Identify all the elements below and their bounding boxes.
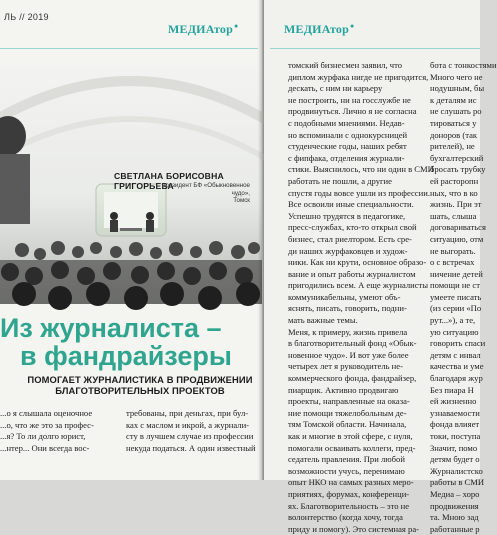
body-line: томский бизнесмен заявил, что bbox=[288, 60, 403, 70]
body-line: Значит, помо bbox=[430, 442, 478, 453]
body-line: ках с маслом и икрой, а журнали- bbox=[126, 419, 250, 430]
body-line: некуда податься. А один известный bbox=[126, 442, 256, 453]
body-line: Все освоили иные специальности. bbox=[288, 199, 414, 210]
body-line: ных, что в ко bbox=[430, 187, 478, 198]
article-headline bbox=[0, 314, 232, 370]
body-line: четырех лет я руководитель не- bbox=[288, 361, 403, 372]
body-line: коммерческого фонда, фандрайзер, bbox=[288, 373, 417, 384]
body-line: о с встречах bbox=[430, 257, 475, 268]
body-line: стики. Выяснилось, что ни один в СМИ bbox=[288, 164, 434, 175]
body-line: пиарщик. Активно продвигаю bbox=[288, 384, 399, 395]
body-line: ую ситуацию bbox=[430, 326, 479, 337]
body-line: та. Мною зад bbox=[430, 512, 479, 523]
portrait-role-line: президент БФ «Обыкновенное чудо», bbox=[161, 182, 250, 197]
body-line: ...о я слышала оценочное bbox=[0, 408, 93, 418]
body-line: ...я? То ли долго юрист, bbox=[0, 431, 86, 442]
body-line: нодушным, бы bbox=[430, 83, 485, 94]
body-line: ничение детей bbox=[430, 268, 483, 279]
body-line: опыт НКО на самых разных меро- bbox=[288, 477, 414, 488]
body-line: работы в СМИ bbox=[430, 477, 485, 488]
body-line: помощи не ст bbox=[430, 280, 480, 291]
body-line: коммуникабельны, умеют объ- bbox=[288, 291, 401, 302]
portrait-name: СВЕТЛАНА БОРИСОВНА ГРИГОРЬЕВА bbox=[114, 171, 224, 191]
body-line: приятиях, форумах, конференци- bbox=[288, 488, 410, 499]
body-line: яснять, писать, говорить, подни- bbox=[288, 303, 407, 314]
body-line: спустя годы вовсе ушли из профессии. bbox=[288, 187, 430, 198]
body-line: ей жизненно bbox=[430, 396, 477, 407]
body-line: продвижения bbox=[430, 500, 479, 511]
body-line: рителей), не bbox=[430, 141, 475, 152]
body-line: студенческие годы, наших ребят bbox=[288, 141, 407, 152]
body-line: токи, поступа bbox=[430, 431, 481, 441]
logo-text: МЕДИАтор bbox=[284, 22, 349, 36]
body-line: ...о, что же это за профес- bbox=[0, 419, 94, 430]
body-column-edge bbox=[430, 60, 497, 535]
body-line: Журналистско bbox=[430, 465, 483, 476]
body-column-1 bbox=[0, 408, 118, 454]
body-line: не выгорать. bbox=[430, 245, 476, 256]
subheadline-line: БЛАГОТВОРИТЕЛЬНЫХ ПРОЕКТОВ bbox=[55, 385, 225, 396]
headline-line: в фандрайзеры bbox=[20, 341, 232, 371]
body-line: говорить спаси bbox=[430, 338, 486, 349]
body-line: волонтерство (когда хочу, тогда bbox=[288, 512, 403, 523]
body-line: фонда влияет bbox=[430, 419, 480, 430]
body-line: рут...»), а те, bbox=[430, 315, 476, 326]
magazine-logo bbox=[168, 22, 238, 37]
body-line: пресс-службах, кто-то открыл свой bbox=[288, 222, 417, 233]
logo-dot-icon: ● bbox=[350, 22, 355, 30]
body-line: узнаваемости bbox=[430, 407, 480, 418]
body-line: к деталям ис bbox=[430, 94, 477, 105]
body-line: бросать трубку bbox=[430, 164, 486, 175]
logo-text: МЕДИАтор bbox=[168, 22, 233, 36]
body-line: работанные р bbox=[430, 523, 480, 534]
body-line: качества и уме bbox=[430, 361, 484, 372]
body-line: жизнь. При эт bbox=[430, 199, 482, 210]
body-line: мать важные темы. bbox=[288, 315, 358, 326]
portrait-role bbox=[150, 182, 250, 205]
body-line: сту в лучшем случае из профессии bbox=[126, 431, 254, 442]
body-line: диплом журфака нигде не пригодится, bbox=[288, 71, 429, 82]
magazine-logo bbox=[284, 22, 354, 37]
body-line: с фипфака, отделения журнали- bbox=[288, 152, 405, 163]
body-line: Много чего не bbox=[430, 71, 483, 82]
subheadline-line: ПОМОГАЕТ ЖУРНАЛИСТИКА В ПРОДВИЖЕНИИ bbox=[27, 374, 253, 385]
body-line: седатель правления. При любой bbox=[288, 454, 405, 465]
body-line: Успешно трудятся в педагогике, bbox=[288, 210, 406, 221]
body-line: Медиа – хоро bbox=[430, 488, 480, 499]
body-line: детям будет о bbox=[430, 454, 480, 465]
portrait-role-line: Томск bbox=[233, 197, 250, 204]
article-subheadline bbox=[20, 374, 260, 396]
body-line: тям Томской области. Начинала, bbox=[288, 419, 407, 430]
body-line: ди наших журфаковцев и худож- bbox=[288, 245, 408, 256]
body-line: ей расторопн bbox=[430, 175, 479, 186]
body-line: вание и опыт работы журналистом bbox=[288, 268, 416, 279]
body-line: доноров (так bbox=[430, 129, 478, 140]
body-line: не слушать ро bbox=[430, 106, 482, 117]
header-rule bbox=[0, 48, 258, 49]
body-line: детям с инвал bbox=[430, 349, 481, 360]
body-line: пригодились всем. А еще журналисты bbox=[288, 280, 429, 291]
body-line: ях. Благотворительность – это не bbox=[288, 500, 410, 511]
body-line: бухгалтерский bbox=[430, 152, 484, 163]
body-line: договариваться bbox=[430, 222, 486, 233]
body-line: не построить, ни на госслужбе не bbox=[288, 94, 411, 105]
body-line: ние помощи тяжелобольным де- bbox=[288, 407, 407, 418]
body-line: продвинуться. Лично я не согласна bbox=[288, 106, 417, 117]
left-page bbox=[0, 0, 262, 480]
body-line: бизнес, стал риелтором. Есть сре- bbox=[288, 233, 412, 244]
body-column-2 bbox=[126, 408, 258, 454]
header-rule bbox=[270, 48, 480, 49]
body-line: приду и помогу). Это системная ра- bbox=[288, 523, 419, 534]
body-line: Меня, к примеру, жизнь привела bbox=[288, 326, 408, 337]
body-line: как и многие в этой сфере, с нуля, bbox=[288, 431, 413, 441]
body-line: помогали осваивать коллеги, пред- bbox=[288, 442, 416, 453]
headline-line: Из журналиста – bbox=[0, 313, 222, 343]
body-line: в благотворительный фонд «Обык- bbox=[288, 338, 417, 349]
body-line: ситуацию, отм bbox=[430, 233, 484, 244]
body-line: (из серии «По bbox=[430, 303, 482, 314]
body-line: шать, слыша bbox=[430, 210, 477, 221]
right-page bbox=[264, 0, 497, 534]
body-line: дескать, с ним ни карьеру bbox=[288, 83, 383, 94]
body-line: бота с тонкостями bbox=[430, 60, 497, 70]
body-line: ники. Как ни крути, основное образо- bbox=[288, 257, 427, 268]
body-column-main bbox=[288, 60, 434, 535]
logo-dot-icon: ● bbox=[234, 22, 239, 30]
page-folio: ЛЬ // 2019 bbox=[4, 12, 49, 22]
body-line: работать не пошли, а другие bbox=[288, 175, 392, 186]
body-line: но вспоминали с однокурсницей bbox=[288, 129, 408, 140]
body-line: проекты, направленные на оказа- bbox=[288, 396, 410, 407]
body-line: требованы, при деньгах, при бул- bbox=[126, 408, 249, 418]
body-line: Без пиара Н bbox=[430, 384, 474, 395]
body-line: ...нтер... Они всегда вос- bbox=[0, 442, 90, 453]
body-line: тироваться у bbox=[430, 117, 477, 128]
body-line: с подобными мнениями. Недав- bbox=[288, 117, 405, 128]
body-line: возможности учусь, перенимаю bbox=[288, 465, 405, 476]
body-line: благодаря жур bbox=[430, 373, 483, 384]
body-line: новенное чудо». И вот уже более bbox=[288, 349, 409, 360]
body-line: умеете писать bbox=[430, 291, 482, 302]
